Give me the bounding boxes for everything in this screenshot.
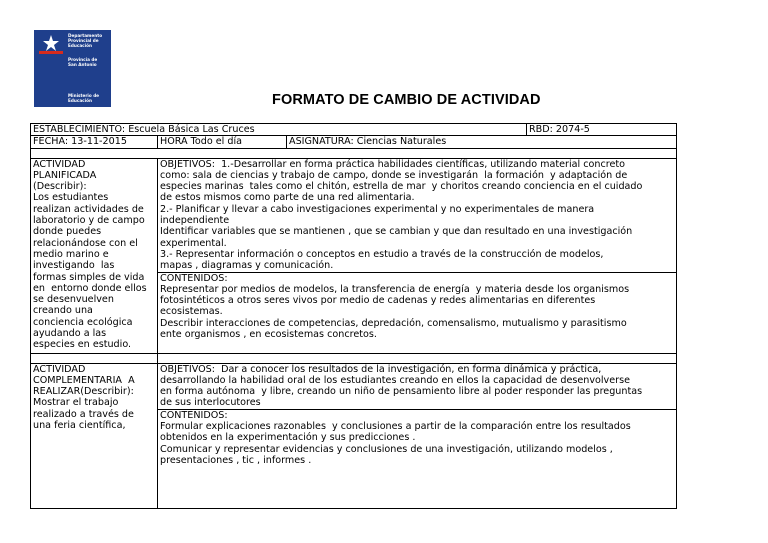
planned-activity-cell <box>31 158 158 353</box>
chile-coat-of-arms-icon <box>36 33 66 55</box>
ministry-logo <box>34 30 111 107</box>
planned-objectives-text: OBJETIVOS: 1.-Desarrollar en forma práctica habilidades científicas, utilizando material concreto como: sala de ciencias y trabajo de campo, donde se investigarán la formación y adaptación de especies marinas tales como el chitón, estrella de mar y choritos creando conciencia en el cuidado de estos mismos como parte de una red alimentaria. 2.- Planificar y llevar a cabo investigaciones experimental y no experimentales de manera independiente Identificar variables que se mantienen , que se cambian y que dan resultado en una investigación experimental. 3.- Representar información o conceptos en estudio a través de la construcción de modelos, mapas , diagramas y comunicación. <box>160 158 643 272</box>
school-cell: ESTABLECIMIENTO: Escuela Básica Las Cruces <box>31 124 527 136</box>
complementary-objectives-cell <box>158 363 677 409</box>
complementary-objectives-text: OBJETIVOS: Dar a conocer los resultados de la investigación, en forma dinámica y práctica, desarrollando la habilidad oral de los estudiantes creando en ellos la capacidad de desenvolverse en forma autónoma y libre, creando un niño de pensamiento libre al poder responder las preguntas de sus interlocutores <box>160 363 643 409</box>
spacer-left <box>31 353 158 363</box>
complementary-activity-text: ACTIVIDAD COMPLEMENTARIA A REALIZAR(Describir): Mostrar el trabajo realizado a través de una feria científica, <box>33 363 135 432</box>
activity-change-form <box>30 123 677 509</box>
planned-activity-text: ACTIVIDAD PLANIFICADA (Describir): Los estudiantes realizan actividades de laboratorio y de campo donde puedes relacionándose con el medio marino e investigando las formas simples de vida en entorno donde ellos se desenvuelven creando una conciencia ecológica ayudando a las especies en estudio. <box>33 158 147 351</box>
complementary-activity-cell <box>31 363 158 508</box>
rbd-cell: RBD: 2074-5 <box>527 124 677 136</box>
date-cell: FECHA: 13-11-2015 <box>31 136 158 148</box>
time-cell: HORA Todo el día <box>158 136 287 148</box>
spacer-right <box>158 353 677 363</box>
planned-objectives-cell <box>158 158 677 272</box>
page-title: FORMATO DE CAMBIO DE ACTIVIDAD <box>272 92 541 108</box>
logo-text-ministry: Ministerio de Educación <box>68 93 100 103</box>
subject-cell: ASIGNATURA: Ciencias Naturales <box>287 136 677 148</box>
spacer-row <box>31 148 677 158</box>
planned-contents-cell <box>158 272 677 353</box>
logo-text-province: Provincia de San Antonio <box>68 57 98 67</box>
planned-contents-text: CONTENIDOS: Representar por medios de modelos, la transferencia de energía y materia desde los organismos fotosintéticos a otros seres vivos por medio de cadenas y redes alimentarias en diferentes ecosistemas. Describir interacciones de competencias, depredación, comensalismo, mutualismo y parasitismo ente organismos , en ecosistemas concretos. <box>160 272 630 341</box>
complementary-contents-text: CONTENIDOS: Formular explicaciones razonables y conclusiones a partir de la comparación entre los resultados obtenidos en la experimentación y sus predicciones . Comunicar y representar evidencias y conclusiones de una investigación, utilizando modelos , presentaciones , tic , informes . <box>160 409 631 466</box>
logo-text-department: Departamento Provincial de Educación <box>68 33 103 48</box>
complementary-contents-cell <box>158 409 677 508</box>
